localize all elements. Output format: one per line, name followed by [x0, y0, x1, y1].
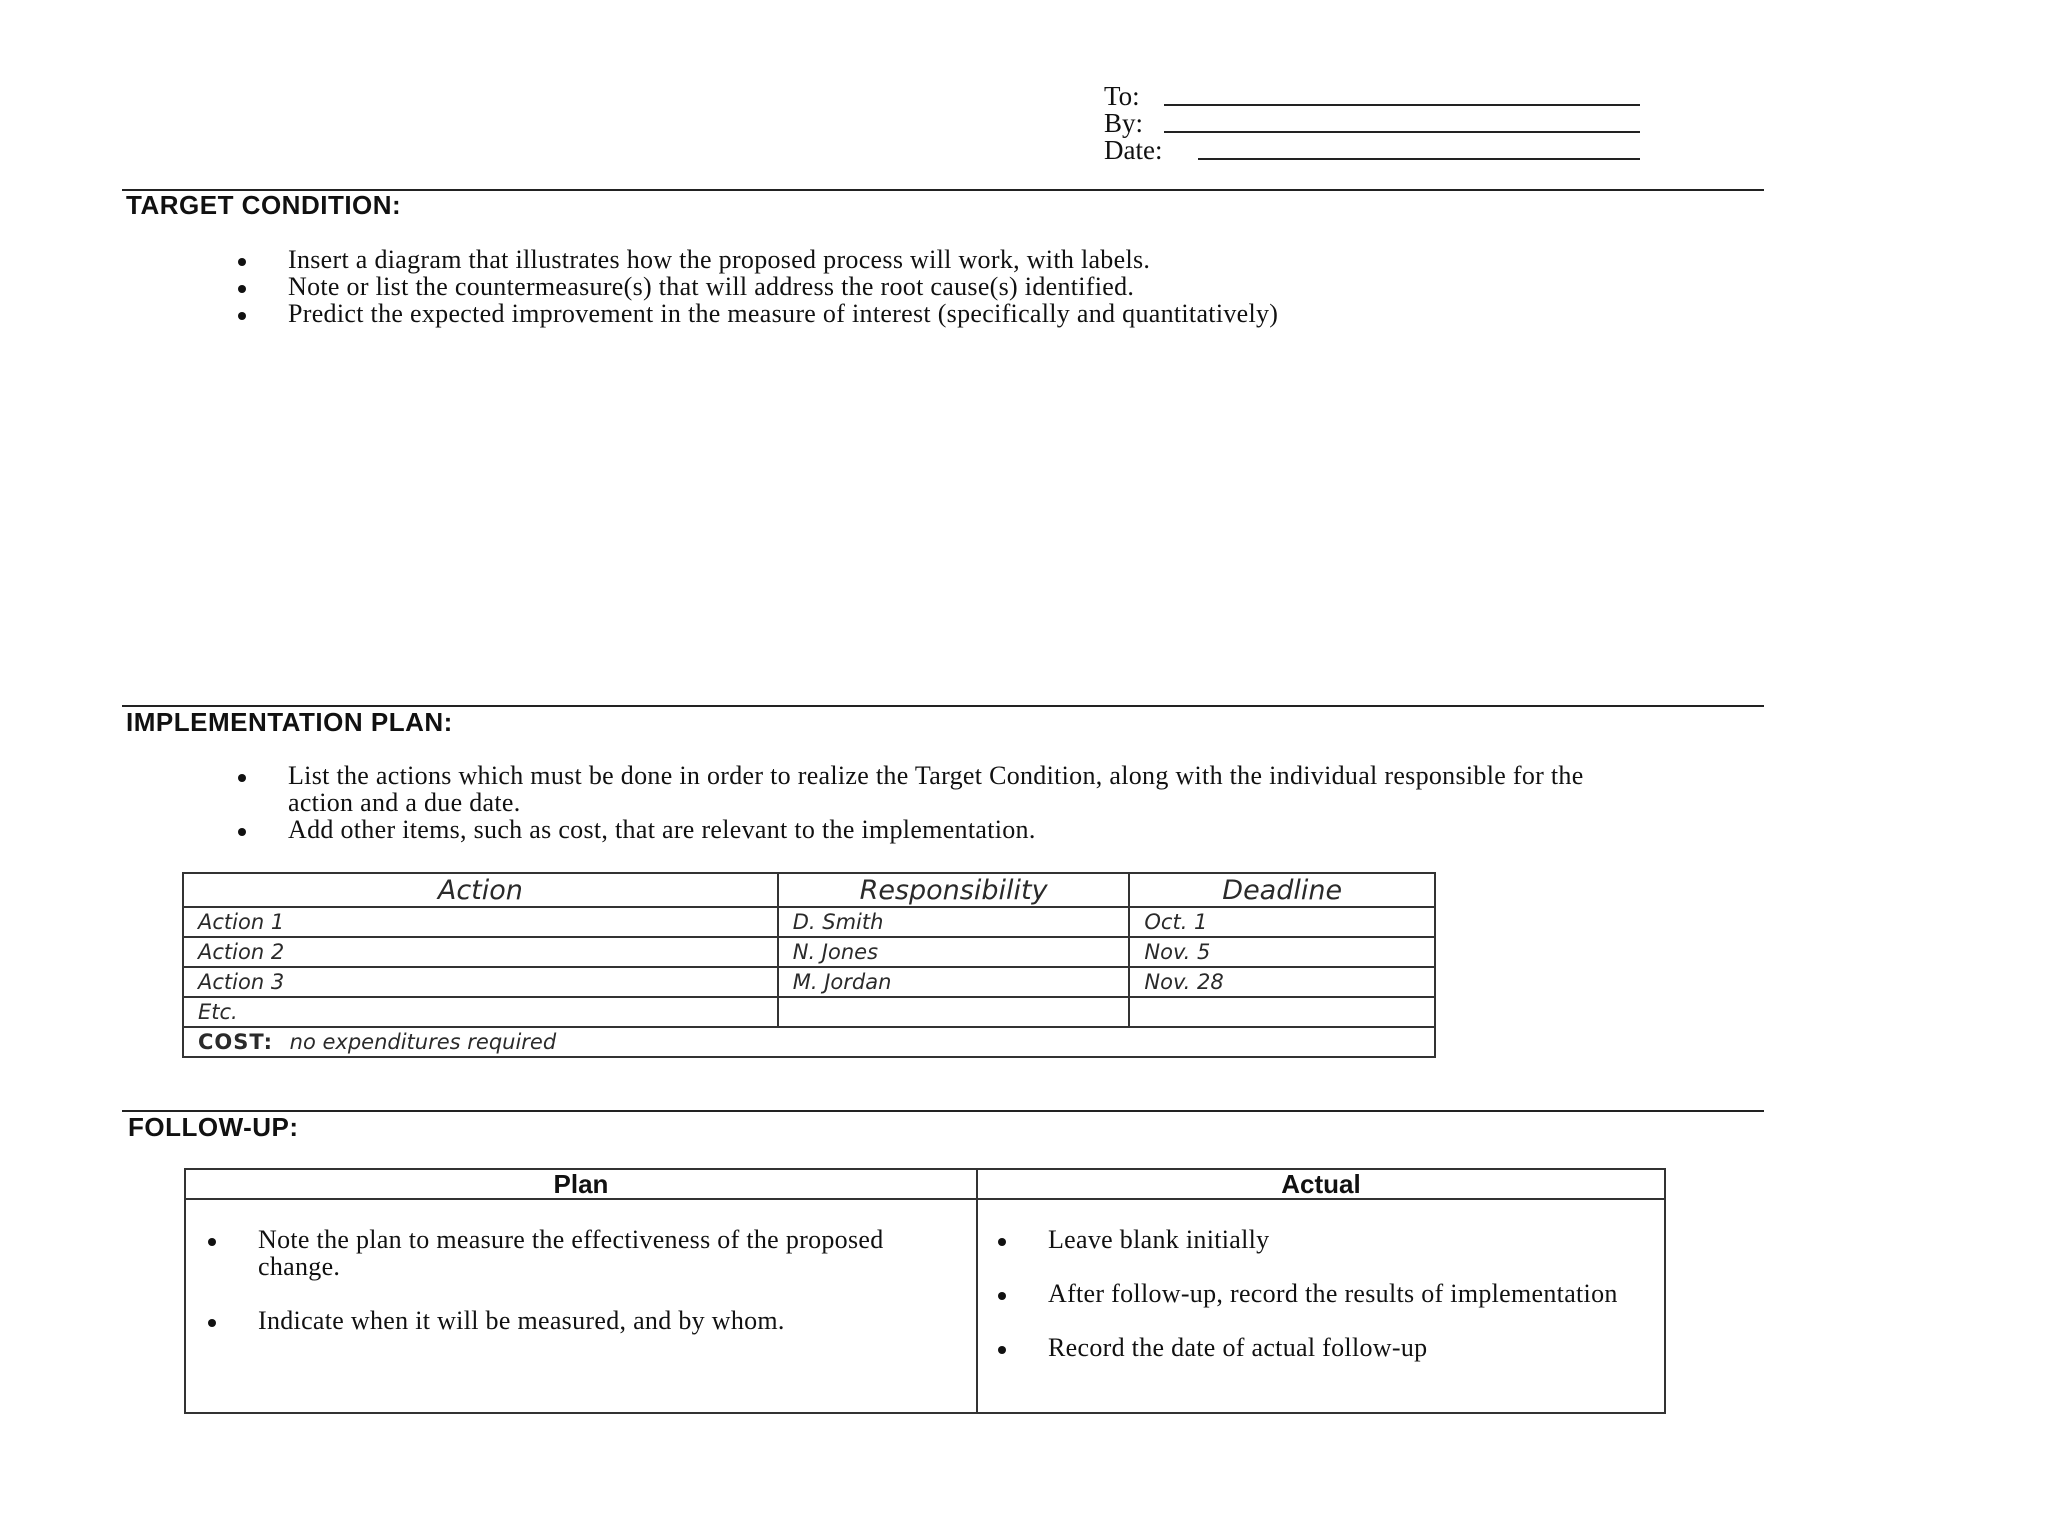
header-divider: [186, 1198, 1664, 1200]
list-item: Insert a diagram that illustrates how the proposed process will work, with labels.: [230, 246, 1650, 273]
responsibility-cell: [778, 997, 1130, 1027]
list-item: Predict the expected improvement in the measure of interest (specifically and quantitatively): [230, 300, 1650, 327]
cost-row: [183, 1027, 1435, 1057]
table-row: [183, 997, 1435, 1027]
list-item: Leave blank initially: [990, 1226, 1630, 1253]
table-row: [183, 967, 1435, 997]
cost-value: no expenditures required: [289, 1030, 557, 1054]
table-header-row: [183, 873, 1435, 907]
table-row: [183, 937, 1435, 967]
column-header-deadline: Deadline: [1129, 873, 1435, 907]
column-header-responsibility: Responsibility: [778, 873, 1130, 907]
list-item: Add other items, such as cost, that are relevant to the implementation.: [230, 816, 1630, 843]
section-divider: [122, 1110, 1764, 1112]
target-condition-bullets: [230, 246, 1650, 327]
action-cell: Action 3: [183, 967, 778, 997]
implementation-plan-title: IMPLEMENTATION PLAN:: [126, 707, 453, 737]
responsibility-cell: D. Smith: [778, 907, 1130, 937]
responsibility-cell: M. Jordan: [778, 967, 1130, 997]
action-cell: Etc.: [183, 997, 778, 1027]
cost-cell: [183, 1027, 1435, 1057]
implementation-plan-bullets: [230, 762, 1630, 843]
table-row: [183, 907, 1435, 937]
date-label: Date:: [1104, 135, 1163, 165]
follow-up-title: FOLLOW-UP:: [128, 1112, 299, 1142]
deadline-cell: Nov. 28: [1129, 967, 1435, 997]
to-field-line[interactable]: [1164, 104, 1640, 106]
deadline-cell: [1129, 997, 1435, 1027]
by-field-line[interactable]: [1164, 131, 1640, 133]
responsibility-cell: N. Jones: [778, 937, 1130, 967]
action-cell: Action 1: [183, 907, 778, 937]
by-label: By:: [1104, 108, 1144, 138]
plan-list: [200, 1226, 940, 1361]
to-label: To:: [1104, 81, 1140, 111]
list-item: Record the date of actual follow-up: [990, 1334, 1630, 1361]
actual-header: Actual: [1281, 1169, 1361, 1199]
column-header-action: Action: [183, 873, 778, 907]
implementation-table: [182, 872, 1436, 1058]
plan-header: Plan: [553, 1169, 609, 1199]
date-field-line[interactable]: [1198, 158, 1640, 160]
target-condition-title: TARGET CONDITION:: [126, 190, 402, 220]
list-item: Note or list the countermeasure(s) that will address the root cause(s) identified.: [230, 273, 1650, 300]
deadline-cell: Oct. 1: [1129, 907, 1435, 937]
follow-up-table: [184, 1168, 1666, 1414]
list-item: After follow-up, record the results of implementation: [990, 1280, 1630, 1307]
deadline-cell: Nov. 5: [1129, 937, 1435, 967]
list-item: Note the plan to measure the effectiveness of the proposed change.: [200, 1226, 940, 1280]
cost-label: COST:: [198, 1030, 273, 1054]
actual-list: [990, 1226, 1630, 1388]
list-item: List the actions which must be done in order to realize the Target Condition, along with the individual responsible for the action and a due date.: [230, 762, 1630, 816]
list-item: Indicate when it will be measured, and by whom.: [200, 1307, 940, 1334]
column-divider: [976, 1170, 978, 1412]
action-cell: Action 2: [183, 937, 778, 967]
